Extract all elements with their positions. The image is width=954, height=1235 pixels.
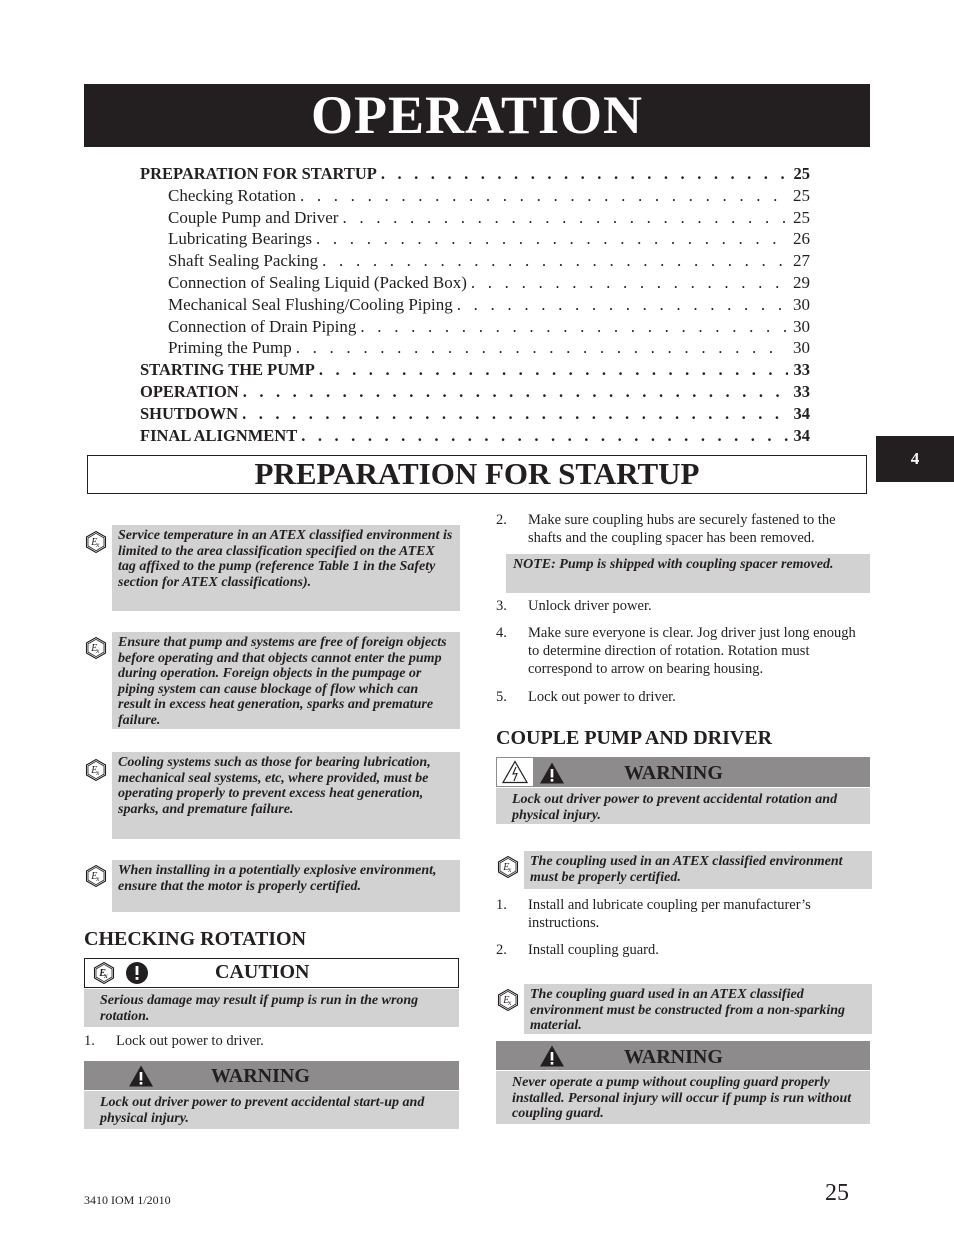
atex-ex-icon	[84, 530, 108, 554]
atex-ex-icon	[84, 636, 108, 660]
toc-page: 30	[793, 316, 810, 336]
atex-notice: Ensure that pump and systems are free of foreign objects before operating and that objects cannot enter the pump during operation. Foreign objects in the pumpage or piping system can cause blockage of flow which can result in excess heat generation, sparks and premature failure.	[112, 632, 460, 729]
warning-label: WARNING	[624, 762, 723, 784]
toc-leader	[318, 251, 787, 271]
toc-label: PREPARATION FOR STARTUP	[140, 164, 377, 183]
toc-label: Shaft Sealing Packing	[168, 251, 319, 271]
toc-label: SHUTDOWN	[140, 403, 239, 423]
list-number: 3.	[496, 598, 507, 614]
toc-label: OPERATION	[140, 381, 239, 401]
toc-entry	[140, 164, 810, 186]
toc-leader	[377, 164, 788, 184]
warning-triangle-icon	[539, 761, 565, 785]
list-text: Make sure everyone is clear. Jog driver just long enough to determine direction of rotation. Rotation must correspond to arrow on bearing housing.	[528, 625, 856, 677]
list-number: 5.	[496, 689, 507, 705]
list-item	[496, 941, 870, 959]
list-text: Install coupling guard.	[528, 942, 659, 958]
list-number: 2.	[496, 942, 507, 958]
caution-label: CAUTION	[215, 961, 310, 983]
warning-bar	[496, 1041, 870, 1070]
warning-bar	[496, 757, 870, 787]
list-text: Unlock driver power.	[528, 598, 652, 614]
toc-entry	[140, 382, 810, 404]
warning-triangle-icon	[128, 1064, 154, 1088]
toc-leader	[239, 382, 788, 402]
toc-label: Connection of Sealing Liquid (Packed Box)	[168, 272, 467, 292]
toc-label: Lubricating Bearings	[168, 229, 312, 249]
page-banner-title: OPERATION	[84, 84, 870, 147]
chapter-tab: 4	[876, 436, 954, 482]
toc-entry	[140, 273, 810, 295]
list-item	[496, 896, 870, 932]
toc-entry	[140, 404, 810, 426]
list-item	[496, 511, 870, 547]
caution-message: Serious damage may result if pump is run in the wrong rotation.	[84, 989, 459, 1027]
toc-leader	[296, 186, 787, 206]
toc-page: 34	[793, 403, 810, 423]
list-item	[496, 597, 870, 615]
toc-page: 26	[793, 229, 810, 249]
toc-leader	[356, 317, 787, 337]
list-item	[84, 1032, 460, 1050]
list-text: Make sure coupling hubs are securely fastened to the shafts and the coupling spacer has been removed.	[528, 512, 836, 546]
atex-ex-icon	[84, 758, 108, 782]
toc-page: 34	[793, 425, 810, 445]
atex-ex-icon	[496, 988, 520, 1012]
warning-label: WARNING	[624, 1046, 723, 1068]
toc-label: Couple Pump and Driver	[168, 207, 339, 227]
toc-label: STARTING THE PUMP	[140, 360, 315, 380]
toc-entry	[140, 360, 810, 382]
toc-entry	[140, 229, 810, 251]
toc-page: 27	[793, 251, 810, 271]
page-number: 25	[825, 1180, 849, 1206]
atex-ex-icon	[496, 855, 520, 879]
note-box: NOTE: Pump is shipped with coupling spacer removed.	[506, 554, 870, 593]
caution-bar	[84, 958, 459, 988]
toc-entry	[140, 338, 810, 360]
toc-leader	[292, 338, 787, 358]
exclamation-circle-icon	[125, 961, 149, 985]
list-number: 1.	[84, 1033, 95, 1049]
list-number: 4.	[496, 625, 507, 641]
toc-leader	[297, 426, 787, 446]
toc-leader	[312, 229, 787, 249]
list-item	[496, 624, 870, 678]
couple-pump-heading: COUPLE PUMP AND DRIVER	[496, 727, 773, 749]
atex-ex-icon	[84, 864, 108, 888]
toc-label: FINAL ALIGNMENT	[140, 425, 298, 445]
atex-notice: When installing in a potentially explosive environment, ensure that the motor is properly certified.	[112, 860, 460, 912]
warning-message: Never operate a pump without coupling guard properly installed. Personal injury will occur if pump is run without coupling guard.	[496, 1071, 870, 1124]
atex-notice: The coupling used in an ATEX classified environment must be properly certified.	[524, 851, 872, 889]
toc-entry	[140, 186, 810, 208]
toc-page: 25	[793, 164, 810, 183]
toc-entry	[140, 295, 810, 317]
toc-leader	[315, 360, 788, 380]
toc-leader	[338, 208, 787, 228]
atex-notice: Service temperature in an ATEX classified environment is limited to the area classification specified on the ATEX tag affixed to the pump (reference Table 1 in the Safety section for ATEX classifications).	[112, 525, 460, 611]
warning-message: Lock out driver power to prevent accidental rotation and physical injury.	[496, 788, 870, 824]
electrical-hazard-icon	[502, 760, 528, 784]
toc-leader	[238, 404, 787, 424]
warning-label: WARNING	[211, 1065, 310, 1087]
toc-entry	[140, 208, 810, 230]
toc-page: 25	[793, 207, 810, 227]
atex-notice: The coupling guard used in an ATEX classified environment must be constructed from a non-sparking material.	[524, 984, 872, 1034]
toc-label: Mechanical Seal Flushing/Cooling Piping	[168, 294, 453, 314]
toc-label: Priming the Pump	[168, 338, 292, 358]
toc-page: 33	[793, 381, 810, 401]
toc-entry	[140, 251, 810, 273]
document-id: 3410 IOM 1/2010	[84, 1193, 171, 1207]
toc-page: 29	[793, 272, 810, 292]
checking-rotation-heading: CHECKING ROTATION	[84, 928, 307, 950]
list-text: Lock out power to driver.	[116, 1033, 264, 1049]
toc-label: Connection of Drain Piping	[168, 316, 357, 336]
toc-entry	[140, 426, 810, 448]
table-of-contents	[140, 164, 810, 447]
warning-triangle-icon	[539, 1044, 565, 1068]
toc-page: 30	[793, 294, 810, 314]
section-title: PREPARATION FOR STARTUP	[87, 455, 867, 494]
list-text: Install and lubricate coupling per manufacturer’s instructions.	[528, 897, 811, 931]
toc-label: Checking Rotation	[168, 185, 296, 205]
list-text: Lock out power to driver.	[528, 689, 676, 705]
toc-page: 33	[793, 360, 810, 380]
toc-page: 25	[793, 185, 810, 205]
warning-bar	[84, 1061, 459, 1090]
warning-message: Lock out driver power to prevent accidental start-up and physical injury.	[84, 1091, 459, 1129]
list-number: 2.	[496, 512, 507, 528]
toc-entry	[140, 317, 810, 339]
atex-ex-icon	[92, 961, 116, 985]
toc-leader	[467, 273, 787, 293]
toc-page: 30	[793, 338, 810, 358]
list-number: 1.	[496, 897, 507, 913]
toc-leader	[453, 295, 787, 315]
list-item	[496, 688, 870, 706]
atex-notice: Cooling systems such as those for bearing lubrication, mechanical seal systems, etc, where provided, must be operating properly to prevent excess heat generation, sparks, and premature failure.	[112, 752, 460, 839]
